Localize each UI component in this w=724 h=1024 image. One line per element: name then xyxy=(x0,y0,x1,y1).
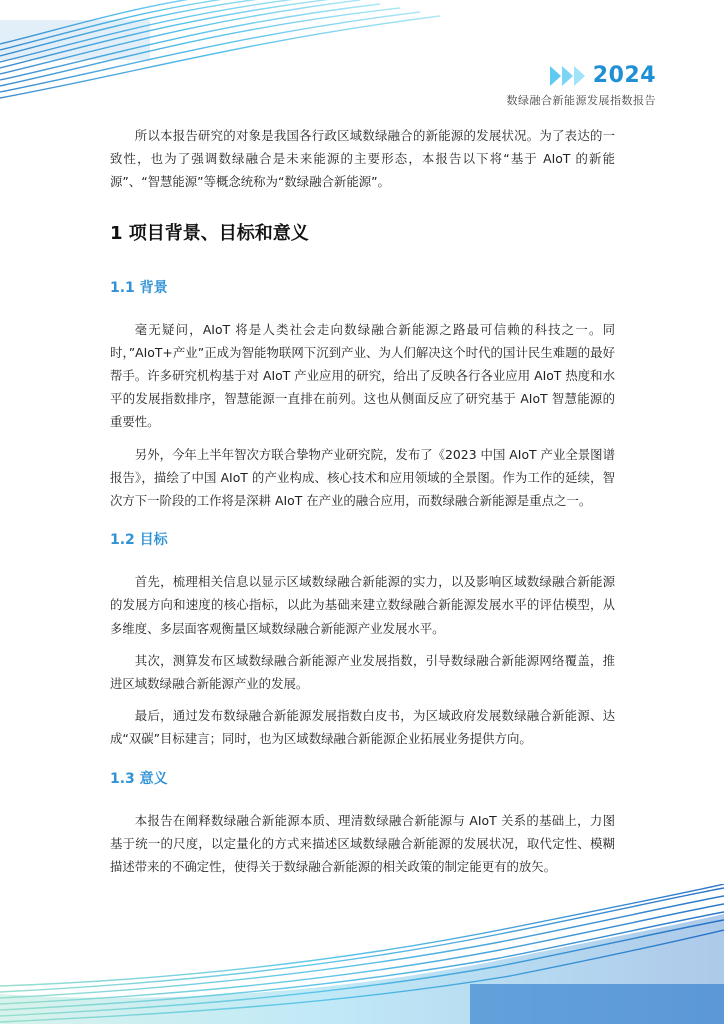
background-paragraph-1: 毫无疑问，AIoT 将是人类社会走向数绿融合新能源之路最可信赖的科技之一。同时，”AIoT+产业”正成为智能物联网下沉到产业、为人们解决这个时代的国计民生难题的最好帮手。许多研究机构基于对 AIoT 产业应用的研究，给出了反映各行各业应用 AIoT 热度和水平的发展指数排序，智慧能源一直排在前列。这也从侧面反应了研究基于 AIoT 智慧能源的重要性。 xyxy=(110,321,615,430)
background-paragraph-2: 另外，今年上半年智次方联合挚物产业研究院，发布了《2023 中国 AIoT 产业全景图谱报告》，描绘了中国 AIoT 的产业构成、核心技术和应用领域的全景图。作为工作的延续，智次方下一阶段的工作将是深耕 AIoT 在产业的融合应用，而数绿融合新能源是重点之一。 xyxy=(110,446,615,509)
section-1-3-heading: 1.3 意义 xyxy=(110,770,168,787)
report-year: 2024 xyxy=(592,63,656,88)
goal-paragraph-1: 首先，梳理相关信息以显示区域数绿融合新能源的实力，以及影响区域数绿融合新能源的发展方向和速度的核心指标，以此为基础来建立数绿融合新能源发展水平的评估模型，从多维度、多层面客观衡量区域数绿融合新能源产业发展水平。 xyxy=(110,574,615,636)
intro-paragraph: 所以本报告研究的对象是我国各行政区域数绿融合的新能源的发展状况。为了表达的一致性，也为了强调数绿融合是未来能源的主要形态，本报告以下将“基于 AIoT 的新能源”、“智慧能源”等概念统称为“数绿融合新能源”。 xyxy=(110,128,615,190)
section-1-1-heading: 1.1 背景 xyxy=(110,279,168,296)
report-subtitle: 数绿融合新能源发展指数报告 xyxy=(506,94,656,107)
significance-paragraph: 本报告在阐释数绿融合新能源本质、理清数绿融合新能源与 AIoT 关系的基础上，力图基于统一的尺度，以定量化的方式来描述区域数绿融合新能源的发展状况，取代定性、模糊描述带来的不确定性，使得关于数绿融合新能源的相关政策的制定能更有的放矢。 xyxy=(110,812,615,875)
chevron-arrows-icon xyxy=(550,66,585,86)
section-1-2-heading: 1.2 目标 xyxy=(110,532,168,549)
goal-paragraph-3: 最后，通过发布数绿融合新能源发展指数白皮书，为区域政府发展数绿融合新能源、达成“双碳”目标建言；同时，也为区域数绿融合新能源企业拓展业务提供方向。 xyxy=(110,708,615,747)
bottom-wave-decoration xyxy=(0,884,724,1024)
page-header xyxy=(507,64,657,108)
document-body xyxy=(110,124,615,887)
goal-paragraph-2: 其次，测算发布区域数绿融合新能源产业发展指数，引导数绿融合新能源网络覆盖，推进区域数绿融合新能源产业的发展。 xyxy=(110,652,615,692)
section-1-heading: 1 项目背景、目标和意义 xyxy=(110,222,309,244)
